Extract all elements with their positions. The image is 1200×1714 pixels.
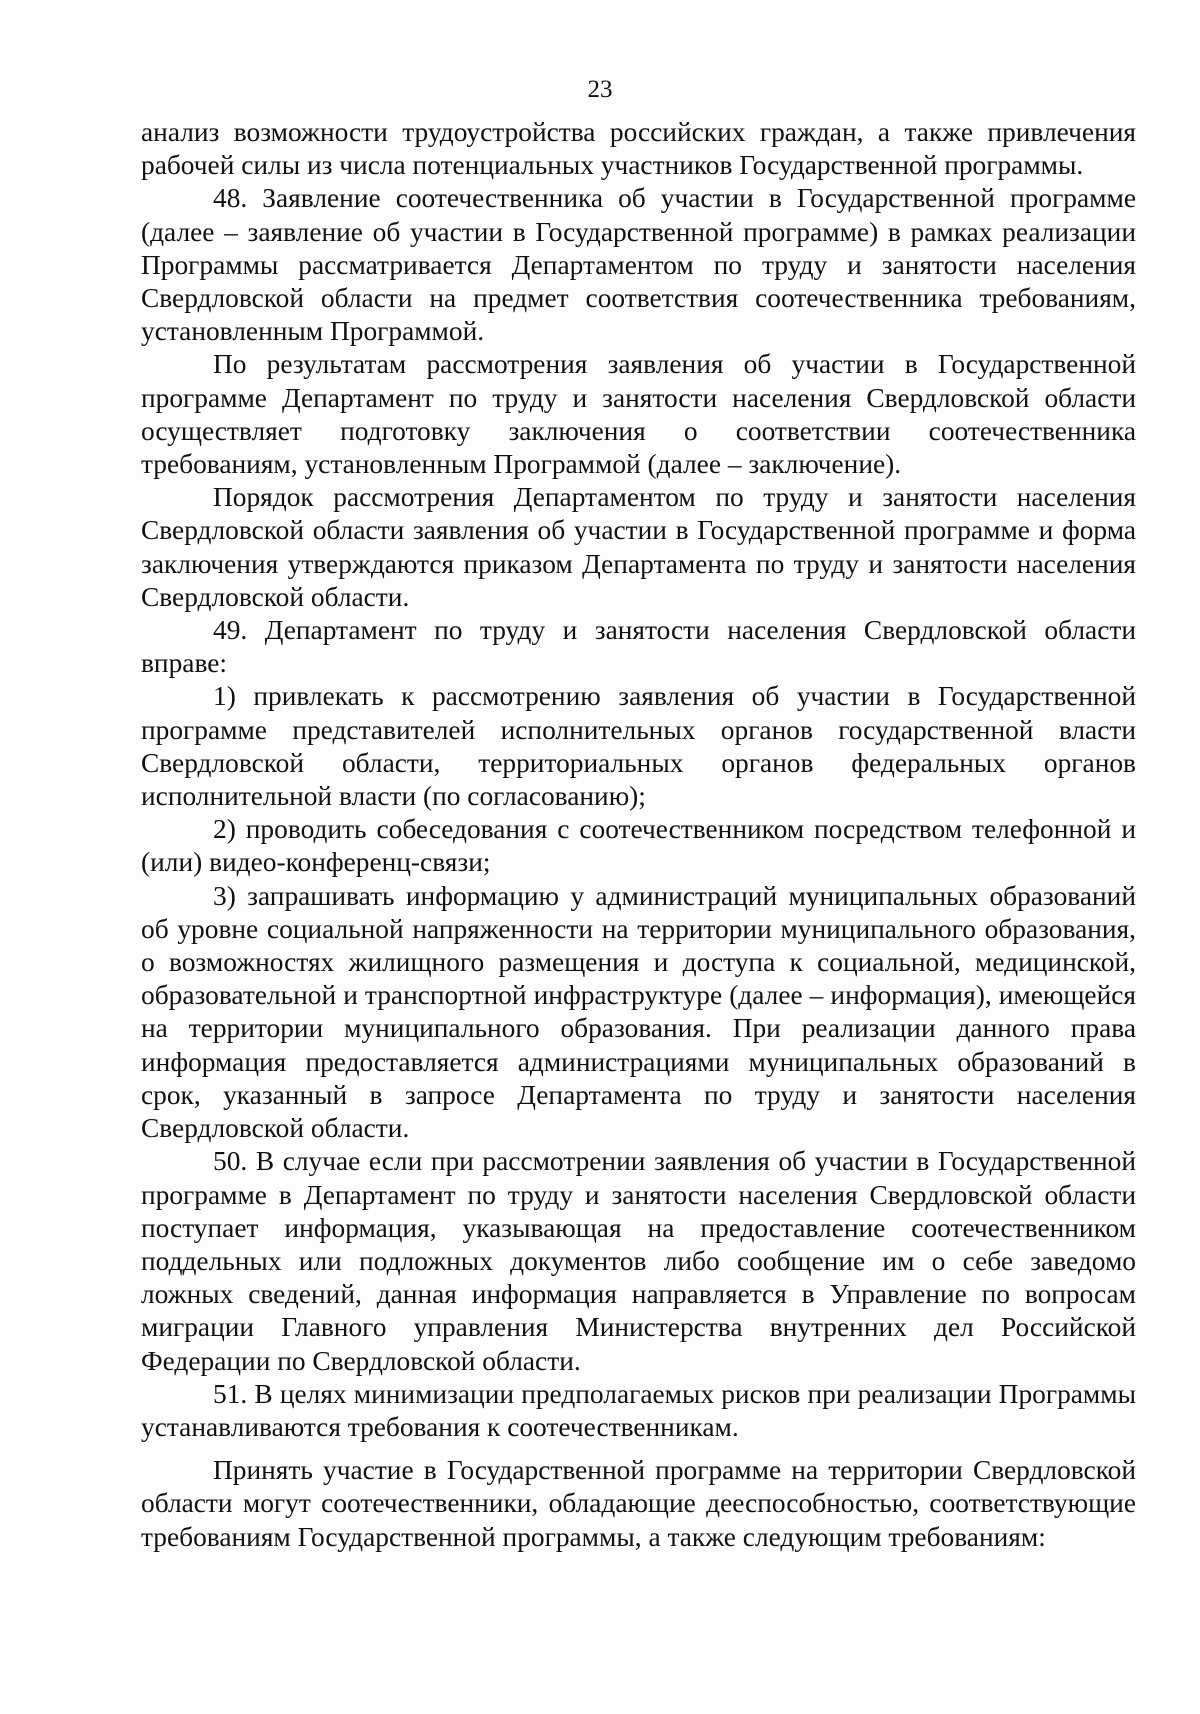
- paragraph-51-participation: Принять участие в Государственной программе на территории Свердловской области могут соотечественники, обладающие дееспособностью, соответствующие требованиям Государственной программы, а также следующим требованиям:: [141, 1455, 1136, 1552]
- paragraph-48-review-procedure: Порядок рассмотрения Департаментом по труду и занятости населения Свердловской области заявления об участии в Государственной программе и форма заключения утверждаются приказом Департамента по труду и занятости населения Свердловской области.: [141, 482, 1136, 612]
- paragraph-49: 49. Департамент по труду и занятости населения Свердловской области вправе:: [141, 615, 1136, 679]
- page-number: 23: [587, 76, 613, 103]
- paragraph-49-item-3: 3) запрашивать информацию у администраций муниципальных образований об уровне социальной напряженности на территории муниципального образования, о возможностях жилищного размещения и доступа к социальной, медицинской, образовательной и транспортной инфраструктуре (далее – информация), имеющейся на территории муниципального образования. При реализации данного права информация предоставляется администрациями муниципальных образований в срок, указанный в запросе Департамента по труду и занятости населения Свердловской области.: [141, 880, 1136, 1144]
- paragraph-48-review-results: По результатам рассмотрения заявления об участии в Государственной программе Департамент по труду и занятости населения Свердловской области осуществляет подготовку заключения о соответствии соотечественника требованиям, установленным Программой (далее – заключение).: [141, 349, 1136, 480]
- paragraph-49-item-1: 1) привлекать к рассмотрению заявления об участии в Государственной программе представителей исполнительных органов государственной власти Свердловской области, территориальных органов федеральных органов исполнительной власти (по согласованию);: [141, 681, 1136, 812]
- paragraph-48: 48. Заявление соотечественника об участии в Государственной программе (далее – заявление об участии в Государственной программе) в рамках реализации Программы рассматривается Департаментом по труду и занятости населения Свердловской области на предмет соответствия соотечественника требованиям, установленным Программой.: [141, 183, 1136, 347]
- document-body: [141, 116, 1136, 1554]
- paragraph-50: 50. В случае если при рассмотрении заявления об участии в Государственной программе в Департамент по труду и занятости населения Свердловской области поступает информация, указывающая на предоставление соотечественником поддельных или подложных документов либо сообщение им о себе заведомо ложных сведений, данная информация направляется в Управление по вопросам миграции Главного управления Министерства внутренних дел Российской Федерации по Свердловской области.: [141, 1146, 1136, 1376]
- paragraph-continuation: анализ возможности трудоустройства российских граждан, а также привлечения рабочей силы из числа потенциальных участников Государственной программы.: [141, 117, 1136, 181]
- paragraph-49-item-2: 2) проводить собеседования с соотечественником посредством телефонной и (или) видео-конференц-связи;: [141, 814, 1136, 878]
- paragraph-51: 51. В целях минимизации предполагаемых рисков при реализации Программы устанавливаются требования к соотечественникам.: [141, 1378, 1136, 1442]
